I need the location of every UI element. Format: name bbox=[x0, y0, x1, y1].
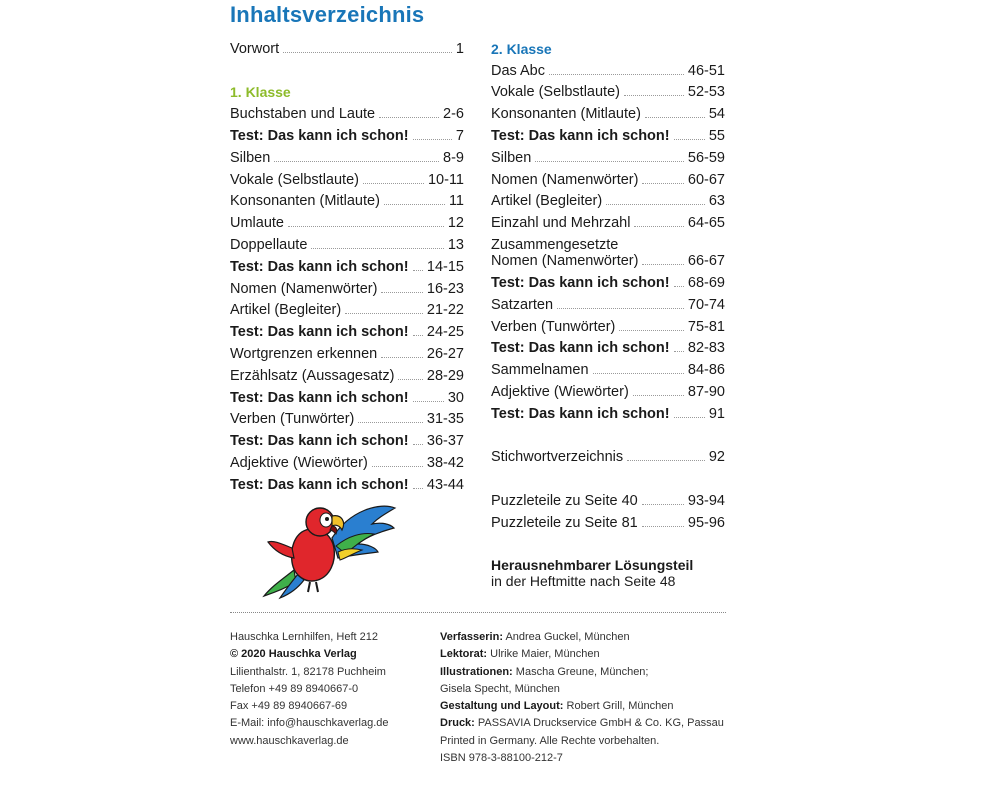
credit-label: Gestaltung und Layout: bbox=[440, 700, 564, 713]
toc-list-klasse-1 bbox=[230, 100, 464, 492]
imprint-address: Lilienthalstr. 1, 82178 Puchheim bbox=[230, 665, 386, 678]
dot-leader bbox=[381, 292, 422, 293]
dot-leader bbox=[642, 504, 684, 505]
dot-leader bbox=[549, 74, 684, 75]
dot-leader bbox=[358, 422, 423, 423]
entry-page: 70-74 bbox=[687, 296, 725, 313]
toc-entry bbox=[491, 356, 725, 378]
credit-value: Robert Grill, München bbox=[566, 700, 674, 713]
entry-page: 87-90 bbox=[687, 383, 725, 400]
imprint-phone: Telefon +49 89 8940667-0 bbox=[230, 682, 359, 695]
toc-entry bbox=[230, 144, 464, 166]
entry-page: 28-29 bbox=[426, 367, 464, 384]
dot-leader bbox=[674, 139, 705, 140]
spacer bbox=[491, 465, 725, 487]
entry-label: Test: Das kann ich schon! bbox=[491, 127, 670, 144]
toc-entry-test bbox=[230, 384, 464, 406]
dot-leader bbox=[379, 117, 439, 118]
dot-leader bbox=[413, 444, 423, 445]
entry-page: 56-59 bbox=[687, 149, 725, 166]
credit-author bbox=[440, 629, 724, 646]
imprint-series: Hauschka Lernhilfen, Heft 212 bbox=[230, 631, 378, 643]
dot-leader bbox=[674, 351, 684, 352]
solutions-note-text: in der Heftmitte nach Seite 48 bbox=[491, 573, 676, 589]
entry-page: 55 bbox=[708, 127, 725, 144]
entry-label: Wortgrenzen erkennen bbox=[230, 345, 378, 362]
toc-entry bbox=[230, 340, 464, 362]
toc-entry-test bbox=[230, 427, 464, 449]
dot-leader bbox=[274, 161, 439, 162]
toc-entry bbox=[230, 275, 464, 297]
entry-label: Test: Das kann ich schon! bbox=[491, 340, 670, 357]
entry-page: 26-27 bbox=[426, 345, 464, 362]
entry-page: 13 bbox=[447, 236, 464, 253]
toc-entry-test bbox=[491, 269, 725, 291]
entry-label: Test: Das kann ich schon! bbox=[230, 324, 409, 341]
dot-leader bbox=[593, 373, 684, 374]
credit-label: Lektorat: bbox=[440, 648, 488, 661]
dot-leader bbox=[363, 183, 424, 184]
toc-entry bbox=[491, 291, 725, 313]
entry-label: Adjektive (Wiewörter) bbox=[491, 383, 629, 400]
entry-page: 30 bbox=[447, 389, 464, 406]
entry-page: 52-53 bbox=[687, 84, 725, 101]
toc-entry bbox=[230, 166, 464, 188]
entry-page: 43-44 bbox=[426, 476, 464, 493]
dot-leader bbox=[627, 460, 705, 461]
toc-entry bbox=[491, 231, 725, 269]
entry-label: Silben bbox=[230, 149, 271, 166]
toc-entry-test bbox=[230, 471, 464, 493]
dot-leader bbox=[283, 52, 452, 53]
dot-leader bbox=[606, 204, 705, 205]
entry-label: Test: Das kann ich schon! bbox=[230, 389, 409, 406]
entry-label: Konsonanten (Mitlaute) bbox=[491, 106, 641, 123]
entry-page: 91 bbox=[708, 405, 725, 422]
toc-entry bbox=[491, 313, 725, 335]
toc-entry bbox=[230, 362, 464, 384]
toc-entry bbox=[230, 209, 464, 231]
entry-page: 11 bbox=[448, 193, 464, 210]
dot-leader bbox=[674, 417, 705, 418]
dot-leader bbox=[413, 139, 452, 140]
dot-leader bbox=[624, 95, 684, 96]
credit-rights: Printed in Germany. Alle Rechte vorbehalten. bbox=[440, 734, 660, 747]
dot-leader bbox=[674, 286, 684, 287]
entry-label: Umlaute bbox=[230, 215, 284, 232]
dot-leader bbox=[413, 488, 423, 489]
entry-label: Vokale (Selbstlaute) bbox=[491, 84, 620, 101]
credit-print bbox=[440, 715, 724, 732]
toc-entry bbox=[491, 166, 725, 188]
toc-entry bbox=[230, 406, 464, 428]
toc-entry bbox=[491, 79, 725, 101]
entry-page: 21-22 bbox=[426, 302, 464, 319]
divider bbox=[230, 612, 726, 613]
dot-leader bbox=[619, 330, 684, 331]
entry-page: 46-51 bbox=[687, 62, 725, 79]
dot-leader bbox=[642, 183, 683, 184]
entry-page: 84-86 bbox=[687, 362, 725, 379]
credit-label: Illustrationen: bbox=[440, 665, 513, 678]
entry-label: Artikel (Begleiter) bbox=[491, 193, 603, 210]
entry-label: Doppellaute bbox=[230, 236, 308, 253]
spacer bbox=[230, 57, 464, 79]
toc-entry bbox=[230, 100, 464, 122]
entry-page: 66-67 bbox=[687, 253, 725, 270]
entry-label: Sammelnamen bbox=[491, 362, 589, 379]
dot-leader bbox=[557, 308, 684, 309]
toc-entry bbox=[491, 378, 725, 400]
credit-value: Andrea Guckel, München bbox=[505, 631, 630, 643]
entry-label: Das Abc bbox=[491, 62, 545, 79]
entry-label: Vorwort bbox=[230, 40, 280, 57]
toc-left-column bbox=[230, 35, 464, 493]
toc-entry bbox=[491, 57, 725, 79]
entry-page: 36-37 bbox=[426, 433, 464, 450]
entry-page: 2-6 bbox=[443, 106, 464, 123]
dot-leader bbox=[398, 379, 423, 380]
imprint-fax: Fax +49 89 8940667-69 bbox=[230, 700, 348, 713]
toc-entry bbox=[230, 297, 464, 319]
section-heading-klasse-1: 1. Klasse bbox=[230, 84, 291, 101]
credit-value: Ulrike Maier, München bbox=[490, 648, 600, 661]
imprint-email: E-Mail: info@hauschkaverlag.de bbox=[230, 717, 389, 730]
entry-label: Vokale (Selbstlaute) bbox=[230, 171, 359, 188]
toc-entry-test bbox=[491, 335, 725, 357]
dot-leader bbox=[645, 117, 705, 118]
toc-entry bbox=[491, 100, 725, 122]
entry-page: 31-35 bbox=[426, 411, 464, 428]
toc-entry bbox=[230, 231, 464, 253]
entry-page: 95-96 bbox=[687, 514, 725, 531]
entry-page: 8-9 bbox=[443, 149, 464, 166]
toc-entry-test bbox=[230, 318, 464, 340]
toc-entry-test bbox=[230, 122, 464, 144]
toc-entry-test bbox=[491, 400, 725, 422]
entry-label: Test: Das kann ich schon! bbox=[230, 258, 409, 275]
toc-entry bbox=[491, 444, 725, 466]
entry-label: Konsonanten (Mitlaute) bbox=[230, 193, 380, 210]
dot-leader bbox=[311, 248, 443, 249]
toc-entry bbox=[491, 188, 725, 210]
entry-page: 63 bbox=[708, 193, 725, 210]
dot-leader bbox=[381, 357, 423, 358]
toc-entry bbox=[491, 487, 725, 509]
entry-page: 12 bbox=[447, 215, 464, 232]
dot-leader bbox=[633, 395, 684, 396]
toc-entry bbox=[230, 188, 464, 210]
credit-illustrations bbox=[440, 664, 724, 681]
entry-label: Test: Das kann ich schon! bbox=[491, 274, 670, 291]
credit-label: Verfasserin: bbox=[440, 631, 503, 643]
solutions-note bbox=[491, 557, 693, 589]
spacer bbox=[491, 422, 725, 444]
entry-label: Silben bbox=[491, 149, 532, 166]
credit-label: Druck: bbox=[440, 717, 475, 730]
imprint-credits bbox=[440, 629, 724, 767]
solutions-note-title: Herausnehmbarer Lösungsteil bbox=[491, 557, 694, 573]
credit-isbn: ISBN 978-3-88100-212-7 bbox=[440, 752, 563, 765]
entry-page: 1 bbox=[455, 40, 464, 57]
toc-right-column bbox=[491, 35, 725, 531]
entry-label: Test: Das kann ich schon! bbox=[230, 476, 409, 493]
entry-label: Test: Das kann ich schon! bbox=[491, 405, 670, 422]
credit-editor bbox=[440, 646, 724, 663]
entry-label: Puzzleteile zu Seite 40 bbox=[491, 492, 638, 509]
entry-label: Artikel (Begleiter) bbox=[230, 302, 342, 319]
credit-illustrations-2: Gisela Specht, München bbox=[440, 682, 560, 695]
entry-label: Satzarten bbox=[491, 296, 554, 313]
entry-page: 93-94 bbox=[687, 492, 725, 509]
entry-label: Verben (Tunwörter) bbox=[491, 318, 616, 335]
entry-label: Test: Das kann ich schon! bbox=[230, 127, 409, 144]
imprint-publisher bbox=[230, 629, 389, 750]
dot-leader bbox=[288, 226, 444, 227]
entry-page: 54 bbox=[708, 106, 725, 123]
imprint-copyright: © 2020 Hauschka Verlag bbox=[230, 648, 357, 661]
toc-entry-test bbox=[230, 253, 464, 275]
toc-entry-test bbox=[491, 122, 725, 144]
dot-leader bbox=[413, 401, 444, 402]
credit-value: Mascha Greune, München; bbox=[515, 665, 649, 678]
entry-page: 64-65 bbox=[687, 215, 725, 232]
page-title: Inhaltsverzeichnis bbox=[230, 2, 425, 27]
entry-label: Einzahl und Mehrzahl bbox=[491, 215, 631, 232]
entry-page: 10-11 bbox=[427, 171, 464, 188]
entry-label: Zusammengesetzte Nomen (Namenwörter) bbox=[491, 237, 639, 270]
toc-list-klasse-2 bbox=[491, 57, 725, 422]
entry-page: 16-23 bbox=[426, 280, 464, 297]
entry-page: 7 bbox=[455, 127, 464, 144]
dot-leader bbox=[384, 204, 445, 205]
entry-label: Stichwortverzeichnis bbox=[491, 449, 624, 466]
credit-layout bbox=[440, 698, 724, 715]
entry-page: 38-42 bbox=[426, 454, 464, 471]
dot-leader bbox=[413, 335, 423, 336]
entry-label: Adjektive (Wiewörter) bbox=[230, 454, 368, 471]
entry-label: Puzzleteile zu Seite 81 bbox=[491, 514, 638, 531]
toc-entry bbox=[230, 35, 464, 57]
dot-leader bbox=[642, 526, 684, 527]
entry-label: Nomen (Namenwörter) bbox=[491, 171, 639, 188]
dot-leader bbox=[413, 270, 423, 271]
toc-entry bbox=[491, 509, 725, 531]
parrot-illustration bbox=[250, 500, 400, 600]
dot-leader bbox=[642, 264, 683, 265]
section-heading-klasse-2: 2. Klasse bbox=[491, 40, 552, 57]
entry-label: Test: Das kann ich schon! bbox=[230, 433, 409, 450]
dot-leader bbox=[535, 161, 684, 162]
dot-leader bbox=[372, 466, 423, 467]
entry-page: 92 bbox=[708, 449, 725, 466]
entry-page: 82-83 bbox=[687, 340, 725, 357]
entry-label: Verben (Tunwörter) bbox=[230, 411, 355, 428]
toc-entry bbox=[230, 449, 464, 471]
dot-leader bbox=[634, 226, 683, 227]
entry-page: 60-67 bbox=[687, 171, 725, 188]
entry-label: Erzählsatz (Aussagesatz) bbox=[230, 367, 395, 384]
entry-page: 14-15 bbox=[426, 258, 464, 275]
toc-entry bbox=[491, 209, 725, 231]
toc-entry bbox=[491, 144, 725, 166]
entry-label: Buchstaben und Laute bbox=[230, 106, 376, 123]
entry-label: Nomen (Namenwörter) bbox=[230, 280, 378, 297]
entry-page: 68-69 bbox=[687, 274, 725, 291]
imprint-website: www.hauschkaverlag.de bbox=[230, 734, 349, 747]
credit-value: PASSAVIA Druckservice GmbH & Co. KG, Passau bbox=[477, 717, 724, 730]
entry-page: 24-25 bbox=[426, 324, 464, 341]
dot-leader bbox=[345, 313, 423, 314]
entry-page: 75-81 bbox=[687, 318, 725, 335]
